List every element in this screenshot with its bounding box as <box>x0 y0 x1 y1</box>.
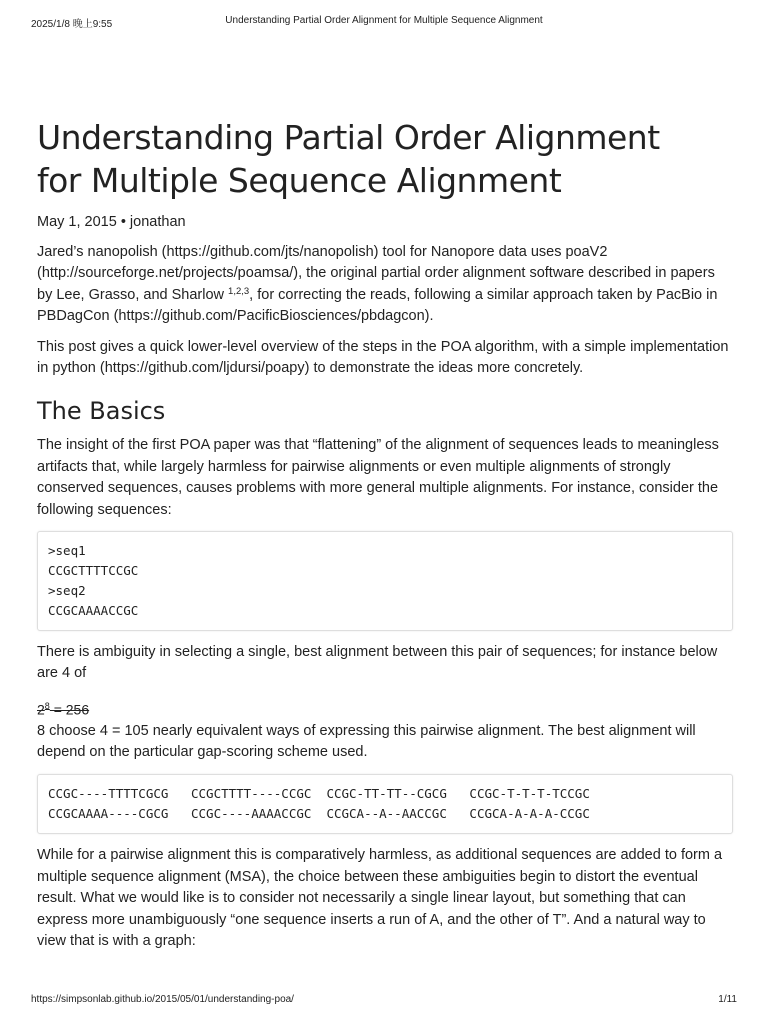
strike-base: 2 <box>37 701 45 718</box>
basics-paragraph: The insight of the first POA paper was that “flattening” of the alignment of sequences leads to meaningless artifacts that, while largely harmless for pairwise alignments or even multiple alignments of strongly conserved sequences, causes problems with more general multiple alignments. For instance, consider the following sequences: <box>37 437 719 518</box>
article-title-line2: for Multiple Sequence Alignment <box>37 161 562 200</box>
article <box>37 116 733 952</box>
alignment-row: CCGC----TTTTCGCG CCGCTTTT----CCGC CCGC-TT-TT--CGCG CCGC-T-T-T-TCCGC <box>48 786 590 802</box>
article-title-line1: Understanding Partial Order Alignment <box>37 118 660 157</box>
print-header <box>31 15 737 31</box>
page-indicator: 1/11 <box>718 994 737 1005</box>
print-doc-title: Understanding Partial Order Alignment for Multiple Sequence Alignment <box>225 15 543 26</box>
footnote-refs[interactable]: 1,2,3 <box>228 285 250 297</box>
strike-exponent: 8 <box>44 700 50 711</box>
strike-rest: = 256 <box>49 701 90 718</box>
page-url[interactable]: https://simpsonlab.github.io/2015/05/01/understanding-poa/ <box>31 994 294 1005</box>
article-meta: May 1, 2015 • jonathan <box>37 214 186 230</box>
alignments-code-block <box>37 774 733 834</box>
choose-paragraph: 8 choose 4 = 105 nearly equivalent ways of expressing this pairwise alignment. The best alignment will depend on the particular gap-scoring scheme used. <box>37 722 696 760</box>
graph-intro-paragraph: While for a pairwise alignment this is comparatively harmless, as additional sequences are added to form a multiple sequence alignment (MSA), the choice between these ambiguities begin to distort the eventual result. What we would like is to consider not necessarily a single linear layout, but something that can express more unambiguously “one sequence inserts a run of A, and the other of T”. And a natural way to view that is with a graph: <box>37 847 723 949</box>
struck-formula <box>37 696 733 721</box>
overview-paragraph: This post gives a quick lower-level overview of the steps in the POA algorithm, with a simple implementation in python (https://github.com/ljdursi/poapy) to demonstrate the ideas more concretely. <box>37 338 729 377</box>
code-line: CCGCAAAACCGC <box>48 603 139 619</box>
code-line: CCGCTTTTCCGC <box>48 563 139 579</box>
print-datetime: 2025/1/8 晚上9:55 <box>31 19 113 30</box>
ambiguity-paragraph: There is ambiguity in selecting a single, best alignment between this pair of sequences; for instance below are 4 of <box>37 644 718 682</box>
code-line: >seq2 <box>48 583 86 599</box>
alignment-row: CCGCAAAA----CGCG CCGC----AAAACCGC CCGCA--A--AACCGC CCGCA-A-A-A-CCGC <box>48 806 590 822</box>
print-footer <box>31 994 737 1010</box>
intro-text-b: , for correcting the reads, following a similar approach taken by PacBio in PBDagCon (https://github.com/PacificBiosciences/pbdagcon). <box>37 286 718 325</box>
intro-text-a: Jared’s nanopolish (https://github.com/jts/nanopolish) tool for Nanopore data uses poaV2 (http://sourceforge.net/projects/poamsa/), the original partial order alignment software described in papers by Lee, Grasso, and Sharlow <box>37 244 715 303</box>
intro-paragraph <box>37 242 733 328</box>
section-heading-basics: The Basics <box>37 397 166 426</box>
article-title <box>37 116 733 202</box>
sequences-code-block <box>37 531 733 631</box>
code-line: >seq1 <box>48 543 86 559</box>
